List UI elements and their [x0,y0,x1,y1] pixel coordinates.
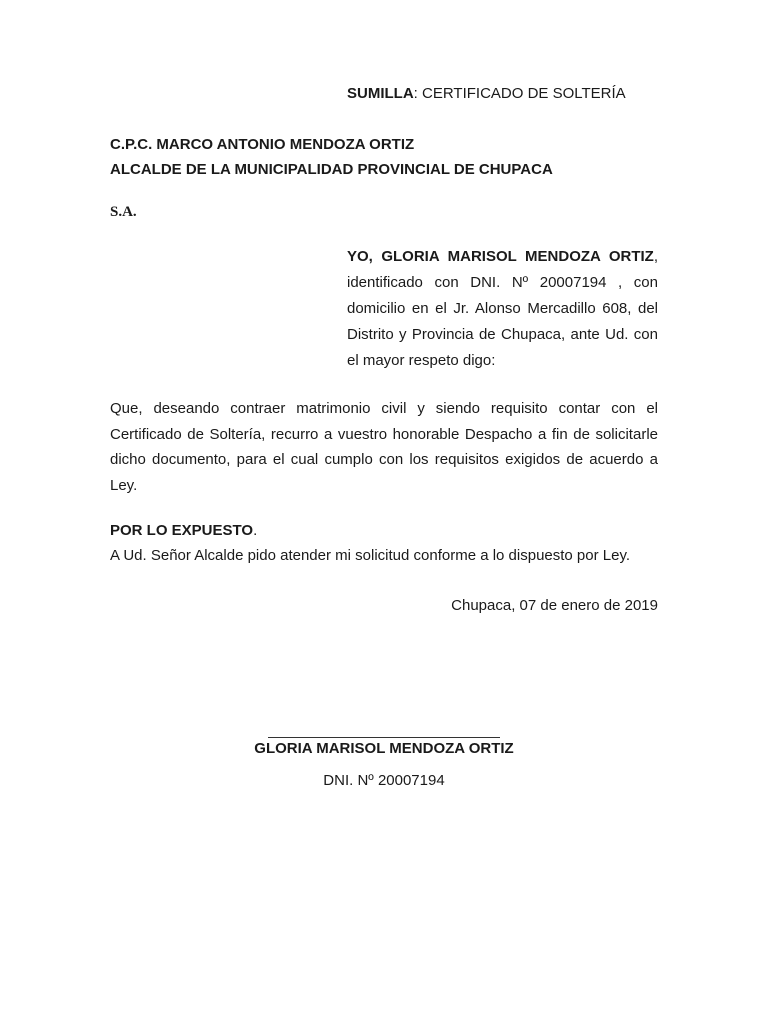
signer-name: GLORIA MARISOL MENDOZA ORTIZ [254,740,514,757]
intro-line: identificado con DNI. Nº 20007194 , con [347,274,658,291]
applicant-intro [347,244,658,374]
por-lo-expuesto [110,522,257,539]
intro-line: Distrito y Provincia de Chupaca, ante Ud. con [347,326,658,343]
body-line: Certificado de Soltería, recurro a vuestro honorable Despacho a fin de solicitarle [110,425,658,443]
place-date: Chupaca, 07 de enero de 2019 [451,597,658,614]
por-lo-expuesto-label: POR LO EXPUESTO [110,522,254,539]
body-line: Ley. [110,476,138,494]
body-line: dicho documento, para el cual cumplo con los requisitos exigidos de acuerdo a [110,451,658,468]
sa-abbreviation: S.A. [110,204,137,220]
request-paragraph [110,396,658,498]
body-line: Que, deseando contraer matrimonio civil y siendo requisito contar con el [110,400,658,417]
closing-request: A Ud. Señor Alcalde pido atender mi solicitud conforme a lo dispuesto por Ley. [110,547,631,564]
applicant-name-line [347,244,658,270]
signature-line [268,737,500,738]
por-lo-expuesto-suffix: . [253,522,258,539]
addressee-name: C.P.C. MARCO ANTONIO MENDOZA ORTIZ [110,136,415,153]
applicant-name-suffix: , [653,248,658,265]
intro-line: el mayor respeto digo: [347,352,496,369]
sumilla-heading [347,85,626,102]
applicant-name: YO, GLORIA MARISOL MENDOZA ORTIZ [347,248,654,265]
sumilla-label: SUMILLA [347,85,414,102]
sumilla-value: : CERTIFICADO DE SOLTERÍA [413,85,626,102]
addressee-title: ALCALDE DE LA MUNICIPALIDAD PROVINCIAL DE CHUPACA [110,161,553,178]
signer-dni: DNI. Nº 20007194 [323,772,445,789]
intro-line: domicilio en el Jr. Alonso Mercadillo 608, del [347,300,658,317]
